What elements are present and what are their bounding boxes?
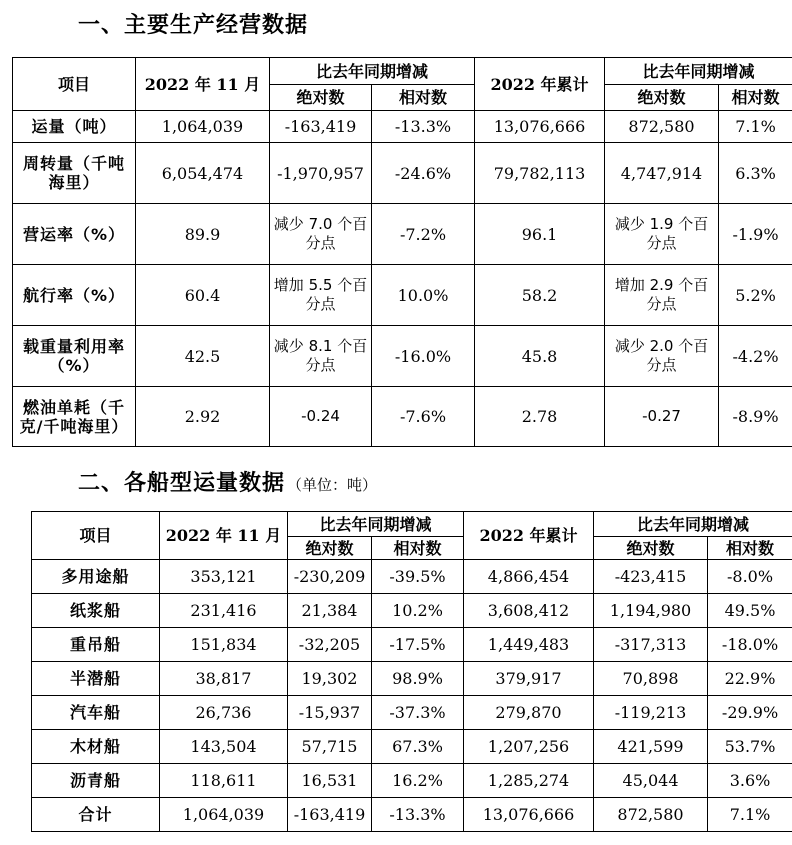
- header-abs: 绝对数: [594, 537, 708, 560]
- row-label: 载重量利用率（%）: [13, 326, 136, 387]
- cell-month: 231,416: [160, 594, 288, 628]
- section2-title-text: 二、各船型运量数据: [78, 471, 286, 496]
- cell-abs: -423,415: [594, 560, 708, 594]
- cell-month: 118,611: [160, 764, 288, 798]
- cell-rel: -13.3%: [372, 111, 475, 143]
- header-abs: 绝对数: [605, 85, 719, 111]
- cell-rel: 98.9%: [372, 662, 464, 696]
- cell-abs: 减少 1.9 个百分点: [605, 204, 719, 265]
- cell-month: 89.9: [136, 204, 270, 265]
- cell-abs: 421,599: [594, 730, 708, 764]
- cell-ytd: 3,608,412: [464, 594, 594, 628]
- cell-abs: 增加 2.9 个百分点: [605, 265, 719, 326]
- header-rel: 相对数: [719, 85, 792, 111]
- cell-ytd: 58.2: [475, 265, 605, 326]
- cell-ytd: 13,076,666: [475, 111, 605, 143]
- cell-ytd: 279,870: [464, 696, 594, 730]
- cell-rel: -37.3%: [372, 696, 464, 730]
- section2-unit: （单位：吨）: [287, 476, 378, 494]
- header-abs: 绝对数: [288, 537, 372, 560]
- cell-abs: 57,715: [288, 730, 372, 764]
- cell-abs: 21,384: [288, 594, 372, 628]
- cell-abs: 45,044: [594, 764, 708, 798]
- cell-abs: 1,194,980: [594, 594, 708, 628]
- cell-abs: -0.24: [270, 387, 372, 447]
- cell-ytd: 4,866,454: [464, 560, 594, 594]
- row-label: 纸浆船: [32, 594, 160, 628]
- cell-abs: 16,531: [288, 764, 372, 798]
- cell-month: 143,504: [160, 730, 288, 764]
- table-row: [13, 326, 792, 387]
- cell-abs: -230,209: [288, 560, 372, 594]
- cell-ytd: 379,917: [464, 662, 594, 696]
- header-yoy-month: 比去年同期增减: [270, 58, 475, 85]
- production-data-table: [12, 57, 792, 447]
- header-month: 2022 年 11 月: [136, 58, 270, 111]
- row-label: 重吊船: [32, 628, 160, 662]
- cell-rel: -29.9%: [708, 696, 792, 730]
- row-label: 多用途船: [32, 560, 160, 594]
- cell-rel: 7.1%: [708, 798, 792, 832]
- table-row: [32, 662, 792, 696]
- row-label: 燃油单耗（千克/千吨海里）: [13, 387, 136, 447]
- row-label: 汽车船: [32, 696, 160, 730]
- section1-title: 一、主要生产经营数据: [78, 13, 309, 38]
- header-rel: 相对数: [372, 85, 475, 111]
- cell-abs: -119,213: [594, 696, 708, 730]
- cell-rel: 3.6%: [708, 764, 792, 798]
- cell-rel: -24.6%: [372, 143, 475, 204]
- cell-rel: -17.5%: [372, 628, 464, 662]
- cell-rel: -13.3%: [372, 798, 464, 832]
- row-label: 营运率（%）: [13, 204, 136, 265]
- table-row: [32, 764, 792, 798]
- table-row-total: [32, 798, 792, 832]
- header-item: 项目: [13, 58, 136, 111]
- cell-abs: 872,580: [605, 111, 719, 143]
- cell-rel: -18.0%: [708, 628, 792, 662]
- cell-ytd: 2.78: [475, 387, 605, 447]
- row-label: 运量（吨）: [13, 111, 136, 143]
- header-month: 2022 年 11 月: [160, 512, 288, 560]
- cell-ytd: 1,285,274: [464, 764, 594, 798]
- row-label: 沥青船: [32, 764, 160, 798]
- cell-abs: -0.27: [605, 387, 719, 447]
- table-row: [32, 594, 792, 628]
- cell-month: 60.4: [136, 265, 270, 326]
- header-rel: 相对数: [708, 537, 792, 560]
- cell-abs: 70,898: [594, 662, 708, 696]
- cell-month: 38,817: [160, 662, 288, 696]
- cell-rel: -4.2%: [719, 326, 792, 387]
- row-label: 半潜船: [32, 662, 160, 696]
- ship-type-volume-table: [31, 511, 792, 832]
- cell-rel: -7.6%: [372, 387, 475, 447]
- cell-ytd: 1,449,483: [464, 628, 594, 662]
- table-row: [32, 628, 792, 662]
- header-yoy-ytd: 比去年同期增减: [605, 58, 792, 85]
- header-yoy-ytd: 比去年同期增减: [594, 512, 792, 537]
- table-row: [13, 387, 792, 447]
- header-ytd: 2022 年累计: [464, 512, 594, 560]
- cell-rel: 6.3%: [719, 143, 792, 204]
- cell-abs: 减少 8.1 个百分点: [270, 326, 372, 387]
- cell-abs: 872,580: [594, 798, 708, 832]
- table-row: [32, 560, 792, 594]
- cell-rel: 22.9%: [708, 662, 792, 696]
- cell-rel: -8.0%: [708, 560, 792, 594]
- table-row: [32, 730, 792, 764]
- header-abs: 绝对数: [270, 85, 372, 111]
- cell-abs: 19,302: [288, 662, 372, 696]
- cell-ytd: 45.8: [475, 326, 605, 387]
- header-yoy-month: 比去年同期增减: [288, 512, 464, 537]
- header-item: 项目: [32, 512, 160, 560]
- cell-abs: -163,419: [270, 111, 372, 143]
- cell-abs: 增加 5.5 个百分点: [270, 265, 372, 326]
- cell-ytd: 96.1: [475, 204, 605, 265]
- cell-rel: -39.5%: [372, 560, 464, 594]
- header-rel: 相对数: [372, 537, 464, 560]
- table-row: [13, 143, 792, 204]
- cell-rel: -16.0%: [372, 326, 475, 387]
- cell-rel: -1.9%: [719, 204, 792, 265]
- table-row: [13, 265, 792, 326]
- cell-rel: 67.3%: [372, 730, 464, 764]
- cell-abs: 4,747,914: [605, 143, 719, 204]
- row-label: 航行率（%）: [13, 265, 136, 326]
- table-row: [13, 204, 792, 265]
- cell-month: 151,834: [160, 628, 288, 662]
- cell-month: 1,064,039: [136, 111, 270, 143]
- cell-rel: 5.2%: [719, 265, 792, 326]
- cell-rel: 53.7%: [708, 730, 792, 764]
- cell-rel: 10.2%: [372, 594, 464, 628]
- row-label: 木材船: [32, 730, 160, 764]
- cell-abs: -32,205: [288, 628, 372, 662]
- cell-month: 2.92: [136, 387, 270, 447]
- cell-month: 42.5: [136, 326, 270, 387]
- row-label: 周转量（千吨海里）: [13, 143, 136, 204]
- cell-abs: -163,419: [288, 798, 372, 832]
- cell-rel: 16.2%: [372, 764, 464, 798]
- cell-ytd: 1,207,256: [464, 730, 594, 764]
- cell-month: 1,064,039: [160, 798, 288, 832]
- table-row: [32, 696, 792, 730]
- cell-month: 6,054,474: [136, 143, 270, 204]
- cell-rel: 10.0%: [372, 265, 475, 326]
- section2-title: [78, 466, 377, 497]
- cell-abs: 减少 7.0 个百分点: [270, 204, 372, 265]
- cell-month: 353,121: [160, 560, 288, 594]
- cell-abs: -317,313: [594, 628, 708, 662]
- cell-ytd: 79,782,113: [475, 143, 605, 204]
- cell-rel: -8.9%: [719, 387, 792, 447]
- cell-abs: -15,937: [288, 696, 372, 730]
- cell-ytd: 13,076,666: [464, 798, 594, 832]
- row-label: 合计: [32, 798, 160, 832]
- cell-rel: -7.2%: [372, 204, 475, 265]
- table-row: [13, 111, 792, 143]
- cell-rel: 49.5%: [708, 594, 792, 628]
- cell-abs: 减少 2.0 个百分点: [605, 326, 719, 387]
- header-ytd: 2022 年累计: [475, 58, 605, 111]
- cell-month: 26,736: [160, 696, 288, 730]
- cell-abs: -1,970,957: [270, 143, 372, 204]
- cell-rel: 7.1%: [719, 111, 792, 143]
